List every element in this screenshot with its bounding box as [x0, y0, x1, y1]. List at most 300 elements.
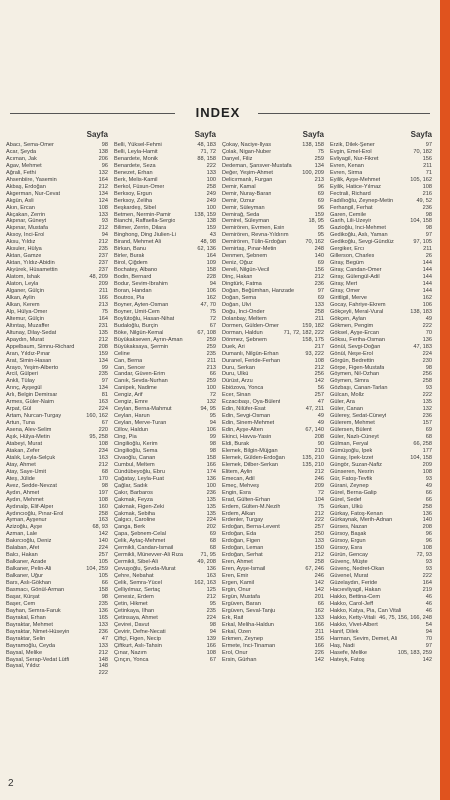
entry-name: Dorman, Haldun [222, 329, 263, 336]
index-entry [222, 330, 324, 337]
index-entry [330, 344, 432, 351]
index-entry [114, 288, 216, 295]
entry-name: Edin, Ayşe-Alten [222, 427, 263, 434]
index-entry [114, 545, 216, 552]
entry-pages: 109 [206, 260, 216, 267]
index-entry [6, 538, 108, 545]
index-entry [222, 441, 324, 448]
index-entry [222, 601, 324, 608]
entry-name: Güngör, Suzan-Nafiz [330, 461, 382, 468]
entry-name: Evliyagil, Nur-Fikret [330, 155, 379, 162]
entry-pages: 212 [314, 364, 324, 371]
index-entry [114, 469, 216, 476]
entry-name: Aktan, Gamze [6, 253, 42, 260]
index-entry [330, 288, 432, 295]
entry-pages: 231 [98, 322, 108, 329]
index-entry [330, 615, 432, 622]
entry-pages: 108 [314, 357, 324, 364]
entry-pages: 133 [314, 614, 324, 621]
entry-name: Gökmen, Pengim [330, 322, 374, 329]
entry-name: Eldi, Burak [222, 440, 250, 447]
entry-pages: 88, 158 [197, 155, 216, 162]
entry-name: Çakmak, Sebiha [114, 510, 156, 517]
entry-name: Ceylan, Berna-Mahmut [114, 406, 172, 413]
index-entry [330, 420, 432, 427]
index-entry [114, 351, 216, 358]
index-entry [6, 497, 108, 504]
entry-pages: 94 [425, 628, 432, 635]
entry-pages: 237 [98, 253, 108, 260]
entry-pages: 166 [314, 621, 324, 628]
entry-pages: 259 [314, 155, 324, 162]
index-entry [222, 239, 324, 246]
entry-pages: 105, 183, 259 [397, 649, 432, 656]
entry-name: Gürsoy, Ergun [330, 538, 366, 545]
entry-pages: 157 [422, 420, 432, 427]
entry-pages: 46, 75, 156, 166, 248 [379, 614, 432, 621]
entry-name: Başer, Cem [6, 600, 36, 607]
index-entry [6, 371, 108, 378]
entry-name: Çevirei, Davut [114, 621, 150, 628]
index-entry [114, 246, 216, 253]
index-entry [330, 594, 432, 601]
index-entry [330, 497, 432, 504]
index-entry [114, 629, 216, 636]
index-entry [114, 601, 216, 608]
entry-pages: 97 [425, 642, 432, 649]
entry-name: Boyner, Ayten-Osman [114, 301, 169, 308]
entry-pages: 159 [98, 350, 108, 357]
entry-name: Güler, Nazlı-Cüneyt [330, 434, 379, 441]
entry-name: Çağatay, Leyla-Fuat [114, 475, 164, 482]
entry-name: Birand, Mehmet Ali [114, 239, 161, 246]
entry-name: Harman, Sevim, Demet, Ali [330, 635, 398, 642]
entry-name: Aydıncıoğlu, Pınar-Erol [6, 510, 64, 517]
entry-pages: 213 [206, 364, 216, 371]
entry-name: Güvenç, Nedret-Okan [330, 566, 385, 573]
entry-pages: 48, 98 [200, 239, 216, 246]
entry-name: Ferhangil, Ferhat [330, 204, 373, 211]
entry-pages: 96 [317, 204, 324, 211]
index-entry [6, 531, 108, 538]
entry-name: Demir, Öznur [222, 197, 255, 204]
entry-name: Aşık, Hülya-Metin [6, 434, 50, 441]
index-entry [114, 316, 216, 323]
index-entry [6, 490, 108, 497]
entry-pages: 133 [98, 211, 108, 218]
index-entry [330, 441, 432, 448]
entry-pages: 236 [206, 489, 216, 496]
entry-pages: 209 [422, 461, 432, 468]
entry-pages: 66 [101, 580, 108, 587]
entry-name: Ayman, Ayşenur [6, 517, 47, 524]
entry-pages: 71 [425, 169, 432, 176]
index-entry [222, 149, 324, 156]
entry-pages: 98 [209, 440, 216, 447]
entry-pages: 132 [422, 406, 432, 413]
entry-name: Dedeman, Şansver-Mustafa [222, 162, 292, 169]
index-entry [330, 351, 432, 358]
entry-pages: 206 [98, 155, 108, 162]
index-entry [222, 399, 324, 406]
entry-name: Hakko, Vivet-Albert [330, 621, 378, 628]
index-entry [114, 448, 216, 455]
entry-pages: 212 [98, 649, 108, 656]
index-entry [222, 274, 324, 281]
index-entry [330, 476, 432, 483]
entry-pages: 70, 162 [305, 239, 324, 246]
index-entry [114, 594, 216, 601]
page-column-label: Sayfa [302, 130, 324, 139]
entry-pages: 237 [98, 260, 108, 267]
index-entry [6, 149, 108, 156]
entry-name: Can, Berna [114, 357, 143, 364]
title-rule-right [258, 113, 430, 114]
entry-pages: 108 [98, 204, 108, 211]
entry-pages: 66, 258 [413, 440, 432, 447]
index-entry [6, 552, 108, 559]
index-entry [114, 559, 216, 566]
index-entry [6, 643, 108, 650]
entry-pages: 67, 108 [197, 329, 216, 336]
entry-name: Garih, Lili-Üzeyir [330, 218, 372, 225]
entry-pages: 234 [98, 447, 108, 454]
entry-name: Çiftçi, Figen, Necip [114, 635, 161, 642]
index-entry [330, 149, 432, 156]
entry-name: Demir, Nuray-Baran [222, 190, 272, 197]
entry-pages: 162 [206, 294, 216, 301]
entry-name: Dinç, Hakan [222, 274, 253, 281]
entry-name: Fadıllıoğlu, Zeynep-Metin [330, 197, 394, 204]
entry-name: Acıman, Jak [6, 155, 37, 162]
entry-name: Güzelaydın, Feride [330, 580, 378, 587]
entry-pages: 106 [206, 427, 216, 434]
entry-name: Bilimer, Zerrin, Dilara [114, 225, 167, 232]
index-entry [114, 309, 216, 316]
entry-pages: 100 [206, 176, 216, 183]
index-entry [222, 462, 324, 469]
index-entry [222, 538, 324, 545]
entry-pages: 212 [98, 183, 108, 190]
index-entry [222, 469, 324, 476]
entry-name: Çakmak, Figen-Zeki [114, 503, 165, 510]
entry-name: Akgün, Asli [6, 197, 34, 204]
entry-pages: 164 [98, 315, 108, 322]
entry-name: Duek, Ari [222, 343, 245, 350]
entry-pages: 104, 158 [410, 218, 432, 225]
entry-name: Belli, Leyla-Hamit [114, 148, 158, 155]
entry-pages: 93 [425, 559, 432, 566]
index-entry [330, 524, 432, 531]
entry-pages: 208 [422, 524, 432, 531]
entry-pages: 47 [317, 399, 324, 406]
entry-name: Gür, Fatoş-Tevfik [330, 475, 373, 482]
entry-name: Eczacıbaşı, Oya-Bülent [222, 399, 281, 406]
entry-name: Baysal, Yıldız [6, 663, 40, 670]
entry-name: Basmacı, Gönül-Arman [6, 587, 65, 593]
index-entry [114, 323, 216, 330]
index-entry [6, 413, 108, 420]
entry-pages: 67 [209, 656, 216, 663]
index-entry [6, 399, 108, 406]
index-entry [114, 573, 216, 580]
entry-name: Budaloğlu, Burçin [114, 322, 158, 329]
index-entry [114, 295, 216, 302]
entry-pages: 136 [422, 336, 432, 343]
entry-name: Elemek, Bilgin-Müjgan [222, 447, 278, 454]
entry-name: Denmen, Şebnem [222, 253, 268, 260]
index-entry [222, 427, 324, 434]
entry-pages: 248 [314, 246, 324, 253]
index-entry [6, 323, 108, 330]
entry-name: Doğan, Ülvi [222, 301, 251, 308]
entry-name: Günay, İpek-İzzet [330, 454, 374, 461]
index-entry [222, 218, 324, 225]
entry-pages: 95 [317, 232, 324, 239]
entry-name: Erdem, Gülten-M.Nezih [222, 503, 281, 510]
entry-pages: 136 [98, 607, 108, 614]
entry-pages: 81 [101, 392, 108, 399]
index-entry [222, 420, 324, 427]
entry-name: Cündübeyoğlu, Ebru [114, 468, 166, 475]
index-entry [330, 184, 432, 191]
entry-name: Dormen, Gülden-Ömer [222, 322, 279, 329]
index-entry [330, 573, 432, 580]
entry-pages: 18, 95 [308, 218, 324, 225]
entry-name: Aksu, Yıldız [6, 239, 36, 246]
entry-pages: 162 [314, 607, 324, 614]
entry-name: Çermikli, Candan-İsmail [114, 545, 174, 552]
entry-name: Göymen, Nil-Ozhan [330, 371, 380, 378]
index-entry [114, 657, 216, 664]
entry-name: Ersin, Gürhan [222, 656, 257, 663]
entry-name: Çokay, Naciye-İlyas [222, 142, 272, 148]
entry-name: Cing, Pia [114, 434, 137, 441]
index-entry [330, 163, 432, 170]
entry-pages: 219 [422, 587, 432, 593]
entry-name: Boylütoğlu, Hasan-Nihat [114, 315, 175, 322]
entry-name: Akpınar, Mustafa [6, 225, 48, 232]
entry-name: Binghong, Ding Jiulien-Li [114, 232, 176, 239]
index-entry [114, 413, 216, 420]
entry-name: Akın, Ercan [6, 204, 35, 211]
entry-name: Akyürek, Hüsamettin [6, 267, 58, 274]
entry-name: Erkal, Meliha-Haldun [222, 621, 274, 628]
entry-pages: 148 [98, 663, 108, 670]
entry-pages: 98 [101, 593, 108, 600]
entry-name: Akgerman, Nur-Cevat [6, 190, 61, 197]
index-entry [330, 337, 432, 344]
entry-name: Benardete, Seza [114, 162, 156, 169]
index-entry [6, 441, 108, 448]
entry-pages: 46 [425, 607, 432, 614]
entry-name: Demirel, Süleyman [222, 218, 270, 225]
entry-name: Aksoy, İnci-Erol [6, 232, 45, 239]
entry-pages: 140 [314, 253, 324, 260]
index-entry [330, 657, 432, 664]
index-entry [6, 378, 108, 385]
index-entry [330, 434, 432, 441]
column-heading [6, 130, 108, 142]
entry-name: Birler, Burak [114, 253, 145, 260]
entry-name: Azizoğlu, Ayşe [6, 524, 43, 531]
page-column-label: Sayfa [86, 130, 108, 139]
entry-pages: 222 [206, 162, 216, 169]
entry-pages: 134 [98, 385, 108, 392]
entry-name: Büyükakseven, Ayrın-Aman [114, 336, 183, 343]
entry-name: Fectrali, Richard [330, 190, 371, 197]
index-entry [114, 643, 216, 650]
entry-pages: 66 [209, 371, 216, 378]
entry-name: Gedikoğlu, Sevgi-Gündüz [330, 239, 394, 246]
entry-pages: 224 [206, 614, 216, 621]
entry-name: Çanga, Berk [114, 524, 146, 531]
index-entry [114, 225, 216, 232]
entry-pages: 212 [314, 274, 324, 281]
index-entry [114, 232, 216, 239]
entry-pages: 68 [101, 468, 108, 475]
entry-name: Ermete, İnci-Tinaman [222, 642, 276, 649]
entry-pages: 212 [206, 593, 216, 600]
entry-pages: 257 [314, 392, 324, 399]
entry-pages: 156 [422, 155, 432, 162]
index-entry [330, 239, 432, 246]
entry-name: Gocay, Fahriye-Ekrem [330, 301, 386, 308]
entry-name: Duru, Serkan [222, 364, 255, 371]
index-entry [222, 622, 324, 629]
index-entry [6, 392, 108, 399]
entry-name: Altemur, Gülçin [6, 315, 44, 322]
entry-pages: 94, 95 [200, 406, 216, 413]
index-entry [330, 281, 432, 288]
entry-pages: 212 [314, 552, 324, 559]
index-entry [330, 559, 432, 566]
entry-pages: 69 [425, 427, 432, 434]
index-entry [6, 246, 108, 253]
entry-name: Baysal, Serap-Vedat Lütfi [6, 656, 70, 663]
index-entry [114, 427, 216, 434]
entry-name: Çevuşoğlu, Şevda-Murat [114, 566, 176, 573]
index-entry [6, 365, 108, 372]
entry-name: Dürüst, Arzu [222, 378, 253, 385]
entry-name: Birol, Çiğdem [114, 260, 148, 267]
entry-pages: 142 [314, 580, 324, 587]
entry-name: Celine [114, 350, 130, 357]
entry-name: Balaban, Afet [6, 545, 40, 552]
entry-pages: 224 [422, 350, 432, 357]
entry-pages: 75 [317, 503, 324, 510]
entry-name: Akbaş, Erdoğan [6, 183, 46, 190]
index-entry [6, 636, 108, 643]
entry-pages: 135 [98, 329, 108, 336]
entry-pages: 258 [206, 183, 216, 190]
entry-pages: 104, 259 [86, 566, 108, 573]
entry-pages: 259 [206, 336, 216, 343]
entry-name: Çiftkurt, Aslı-Tahsin [114, 642, 162, 649]
index-entry [222, 170, 324, 177]
entry-pages: 67, 140 [305, 427, 324, 434]
entry-pages: 68 [209, 545, 216, 552]
entry-name: Danyel, Filiz [222, 155, 253, 162]
index-entry [6, 330, 108, 337]
index-entry [222, 184, 324, 191]
entry-pages: 108 [422, 183, 432, 190]
index-entry [330, 622, 432, 629]
entry-name: Gökçeyli, Meral-Vural [330, 308, 384, 315]
index-entry [222, 344, 324, 351]
index-entry [222, 573, 324, 580]
entry-pages: 212 [98, 225, 108, 232]
entry-pages: 144 [422, 281, 432, 288]
entry-name: Betmen, Nermin-Pamir [114, 211, 171, 218]
index-entry [222, 643, 324, 650]
entry-pages: 71, 72 [200, 148, 216, 155]
entry-pages: 224 [206, 517, 216, 524]
index-entry [114, 330, 216, 337]
index-entry [114, 504, 216, 511]
index-entry [114, 650, 216, 657]
entry-pages: 104, 158 [410, 454, 432, 461]
index-entry [330, 253, 432, 260]
index-entry [222, 385, 324, 392]
entry-pages: 67 [209, 322, 216, 329]
entry-name: Alp, Hülya-Ömer [6, 308, 48, 315]
entry-name: Armes, Güler-Naim [6, 399, 54, 406]
entry-name: Gürkan, Ülkü [330, 503, 363, 510]
entry-pages: 67, 246 [305, 566, 324, 573]
index-entry [330, 538, 432, 545]
entry-name: Bayhan, Semra-Faruk [6, 607, 61, 614]
entry-name: Erdem, Alkan [222, 510, 256, 517]
index-entry [330, 232, 432, 239]
entry-name: Gülcan, Mollz [330, 392, 364, 399]
index-entry [114, 538, 216, 545]
index-entry [330, 608, 432, 615]
entry-name: Baysal, Melike [6, 649, 43, 656]
entry-name: Gürel, Sedef [330, 496, 362, 503]
index-entry [222, 156, 324, 163]
entry-name: Hateyk, Fatoş [330, 656, 365, 663]
entry-name: Çetinsaya, Ahmet [114, 614, 158, 621]
entry-pages: 66 [425, 489, 432, 496]
entry-name: Bayraktar, Nimet-Hüseyin [6, 628, 70, 635]
index-entry [222, 142, 324, 149]
entry-pages: 93 [425, 385, 432, 392]
index-entry [114, 462, 216, 469]
entry-pages: 105 [98, 573, 108, 580]
index-entry [6, 524, 108, 531]
entry-pages: 47, 183 [413, 343, 432, 350]
index-entry [222, 295, 324, 302]
index-entry [6, 191, 108, 198]
entry-name: Gözbaşı, Canan-Tarlan [330, 385, 388, 392]
entry-name: Gürel, Berna-Galip [330, 489, 377, 496]
entry-pages: 71, 72, 182, 222 [283, 329, 324, 336]
entry-pages: 72 [317, 489, 324, 496]
index-entry [222, 504, 324, 511]
entry-name: Erk, Raif [222, 614, 244, 621]
entry-name: Çolak, Nigan-Nuber [222, 148, 272, 155]
entry-pages: 135 [206, 503, 216, 510]
index-entry [114, 142, 216, 149]
index-entry [222, 316, 324, 323]
index-column-2 [114, 130, 216, 780]
index-entry [114, 524, 216, 531]
entry-name: Gülerey, Sedat-Cüneyt [330, 413, 387, 420]
entry-pages: 67 [101, 420, 108, 427]
entry-pages: 135 [206, 510, 216, 517]
index-entry [6, 260, 108, 267]
